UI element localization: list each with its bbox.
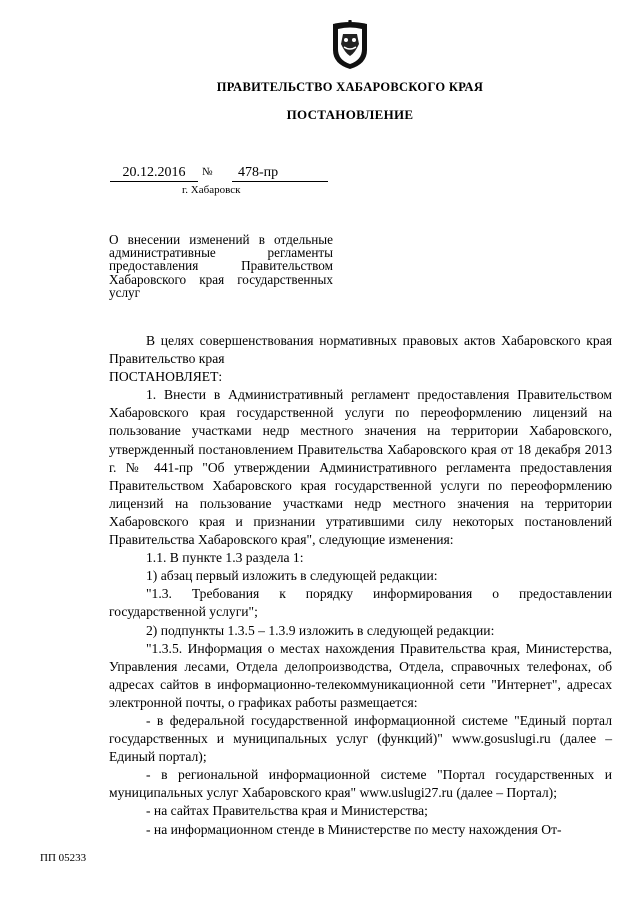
government-title: ПРАВИТЕЛЬСТВО ХАБАРОВСКОГО КРАЯ [216, 80, 484, 94]
paragraph: 1.1. В пункте 1.3 раздела 1: [146, 550, 304, 566]
document-body [109, 332, 612, 839]
document-subject: О внесении изменений в отдельные административные регламенты предоставления Правительством Хабаровского края государственных услуг [109, 232, 333, 300]
paragraph: - на сайтах Правительства края и Министерства; [146, 803, 428, 819]
paragraph: 1. Внести в Административный регламент предоставления Правительством Хабаровского края государственной услуги по переоформлению лицензий на пользование участками недр местного значения на территории Хабаровского, утвержденный постановлением Правительства Хабаровского края от 18 декабря 2013 г. № 441-пр "Об утверждении Административного регламента предоставления Правительством Хабаровского края государственной услуги по переоформлению лицензий на пользование участками недр местного значения на территории Хабаровского края и признании утратившими силу некоторых постановлений Правительства Хабаровского края", следующие изменения: [109, 387, 612, 548]
paragraph: 2) подпункты 1.3.5 – 1.3.9 изложить в следующей редакции: [146, 622, 495, 638]
number-sign: № [202, 166, 213, 178]
footer-code: ПП 05233 [40, 852, 87, 864]
paragraph: ПОСТАНОВЛЯЕТ: [109, 369, 223, 385]
paragraph: "1.3.5. Информация о местах нахождения Правительства края, Министерства, Управления лесами, Отдела делопроизводства, Отдела, справочных телефонах, об адресах сайтов в информационно-телекоммуникационной сети "Интернет", адресах электронной почты, о графиках работы размещается: [109, 640, 612, 710]
city: г. Хабаровск [182, 184, 241, 196]
paragraph: - в региональной информационной системе "Портал государственных и муниципальных услуг Хабаровского края" www.uslugi27.ru (далее – Портал); [109, 767, 612, 801]
paragraph: - в федеральной государственной информационной системе "Единый портал государственных и муниципальных услуг (функций)" www.gosuslugi.ru (далее – Единый портал); [109, 712, 612, 765]
paragraph: - на информационном стенде в Министерстве по месту нахождения От- [146, 821, 562, 837]
document-date: 20.12.2016 [110, 164, 198, 182]
paragraph: "1.3. Требования к порядку информирования о предоставлении государственной услуги"; [109, 586, 612, 620]
paragraph: 1) абзац первый изложить в следующей редакции: [146, 568, 438, 584]
paragraph: В целях совершенствования нормативных правовых актов Хабаровского края Правительство края [109, 333, 612, 367]
document-number: 478-пр [232, 164, 328, 182]
document-type: ПОСТАНОВЛЕНИЕ [286, 107, 414, 122]
coat-of-arms-icon [329, 20, 371, 70]
